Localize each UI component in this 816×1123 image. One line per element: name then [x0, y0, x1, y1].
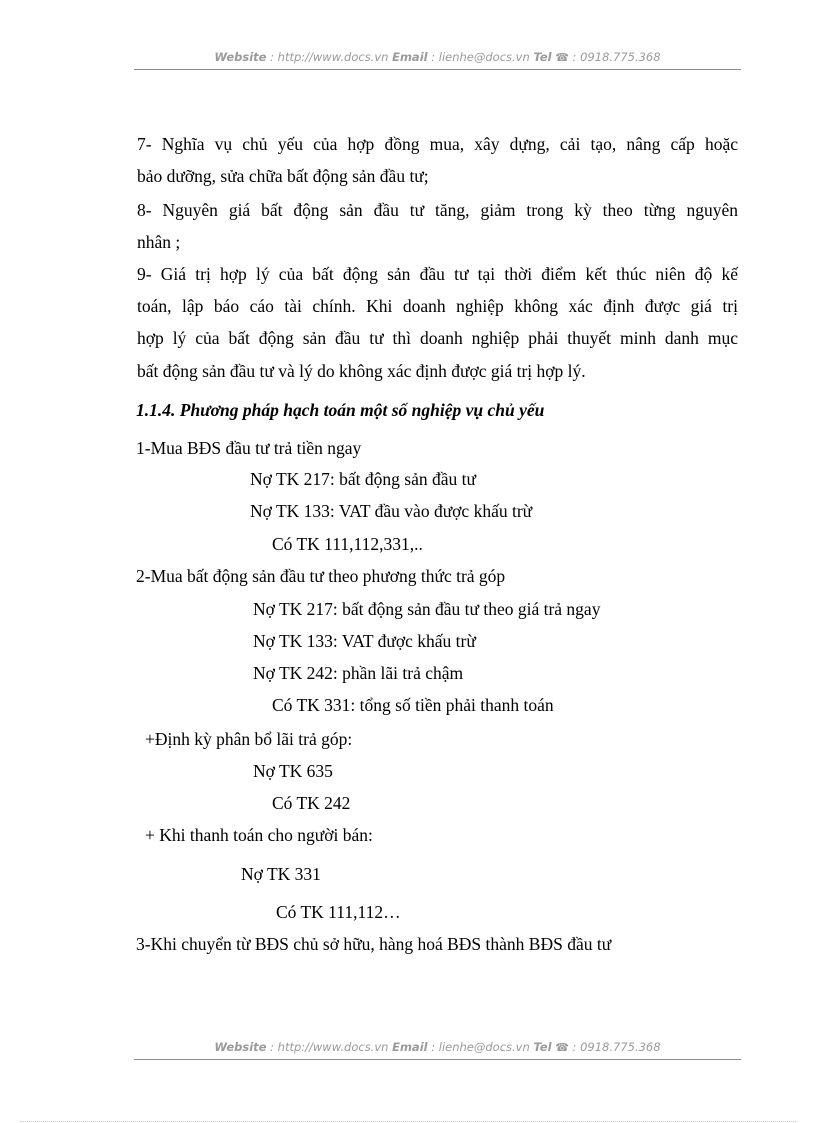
paragraph-9-line-3: hợp lý của bất động sản đầu tư thì doanh nghiệp phải thuyết minh danh mục — [137, 328, 738, 348]
page-header — [134, 46, 741, 70]
entry-2-sub-1-title: +Định kỳ phân bổ lãi trả góp: — [145, 729, 353, 749]
website-label: Website — [214, 50, 267, 64]
entry-2-debit-3: Nợ TK 242: phần lãi trả chậm — [253, 663, 464, 683]
entry-2-debit-1: Nợ TK 217: bất động sản đầu tư theo giá trả ngay — [253, 599, 601, 619]
entry-2-sub-2-title: + Khi thanh toán cho người bán: — [145, 825, 373, 845]
paragraph-8-line-1: 8- Nguyên giá bất động sản đầu tư tăng, giảm trong kỳ theo từng nguyên — [137, 200, 738, 220]
entry-2-debit-2: Nợ TK 133: VAT được khấu trừ — [253, 631, 476, 651]
entry-1-debit-2: Nợ TK 133: VAT đầu vào được khấu trừ — [250, 501, 533, 521]
section-heading: 1.1.4. Phương pháp hạch toán một số nghiệp vụ chủ yếu — [136, 400, 545, 420]
page-bottom-divider — [20, 1121, 796, 1122]
entry-1-title: 1-Mua BĐS đầu tư trả tiền ngay — [136, 438, 362, 458]
entry-2-sub-2-debit: Nợ TK 331 — [241, 864, 321, 884]
paragraph-8-line-2: nhân ; — [137, 232, 181, 252]
email-value: : lienhe@docs.vn — [427, 50, 534, 64]
footer-phone-icon: ☎ — [555, 1041, 569, 1054]
paragraph-9-line-4: bất động sản đầu tư và lý do không xác định được giá trị hợp lý. — [137, 361, 586, 381]
website-value: : http://www.docs.vn — [266, 50, 393, 64]
entry-1-credit: Có TK 111,112,331,.. — [272, 534, 423, 554]
footer-email-label: Email — [392, 1040, 428, 1054]
paragraph-9-line-2: toán, lập báo cáo tài chính. Khi doanh nghiệp không xác định được giá trị — [137, 296, 738, 316]
entry-2-sub-1-debit: Nợ TK 635 — [253, 761, 333, 781]
entry-2-sub-2-credit: Có TK 111,112… — [276, 902, 401, 922]
footer-tel-label: Tel — [533, 1040, 552, 1054]
footer-website-value: : http://www.docs.vn — [266, 1040, 393, 1054]
footer-website-label: Website — [214, 1040, 267, 1054]
entry-1-debit-1: Nợ TK 217: bất động sản đầu tư — [250, 469, 476, 489]
entry-2-credit: Có TK 331: tổng số tiền phải thanh toán — [272, 695, 554, 715]
tel-label: Tel — [533, 50, 552, 64]
tel-value: : 0918.775.368 — [568, 50, 661, 64]
paragraph-7-line-1: 7- Nghĩa vụ chủ yếu của hợp đồng mua, xây dựng, cải tạo, nâng cấp hoặc — [137, 134, 738, 154]
phone-icon: ☎ — [555, 51, 569, 64]
footer-email-value: : lienhe@docs.vn — [427, 1040, 534, 1054]
footer-tel-value: : 0918.775.368 — [568, 1040, 661, 1054]
paragraph-9-line-1: 9- Giá trị hợp lý của bất động sản đầu tư tại thời điểm kết thúc niên độ kế — [137, 264, 738, 284]
paragraph-7-line-2: bảo dưỡng, sửa chữa bất động sản đầu tư; — [137, 166, 429, 186]
entry-3-title: 3-Khi chuyển từ BĐS chủ sở hữu, hàng hoá BĐS thành BĐS đầu tư — [136, 934, 612, 954]
email-label: Email — [392, 50, 428, 64]
entry-2-sub-1-credit: Có TK 242 — [272, 793, 351, 813]
entry-2-title: 2-Mua bất động sản đầu tư theo phương thức trả góp — [136, 566, 506, 586]
page-footer — [134, 1036, 741, 1060]
